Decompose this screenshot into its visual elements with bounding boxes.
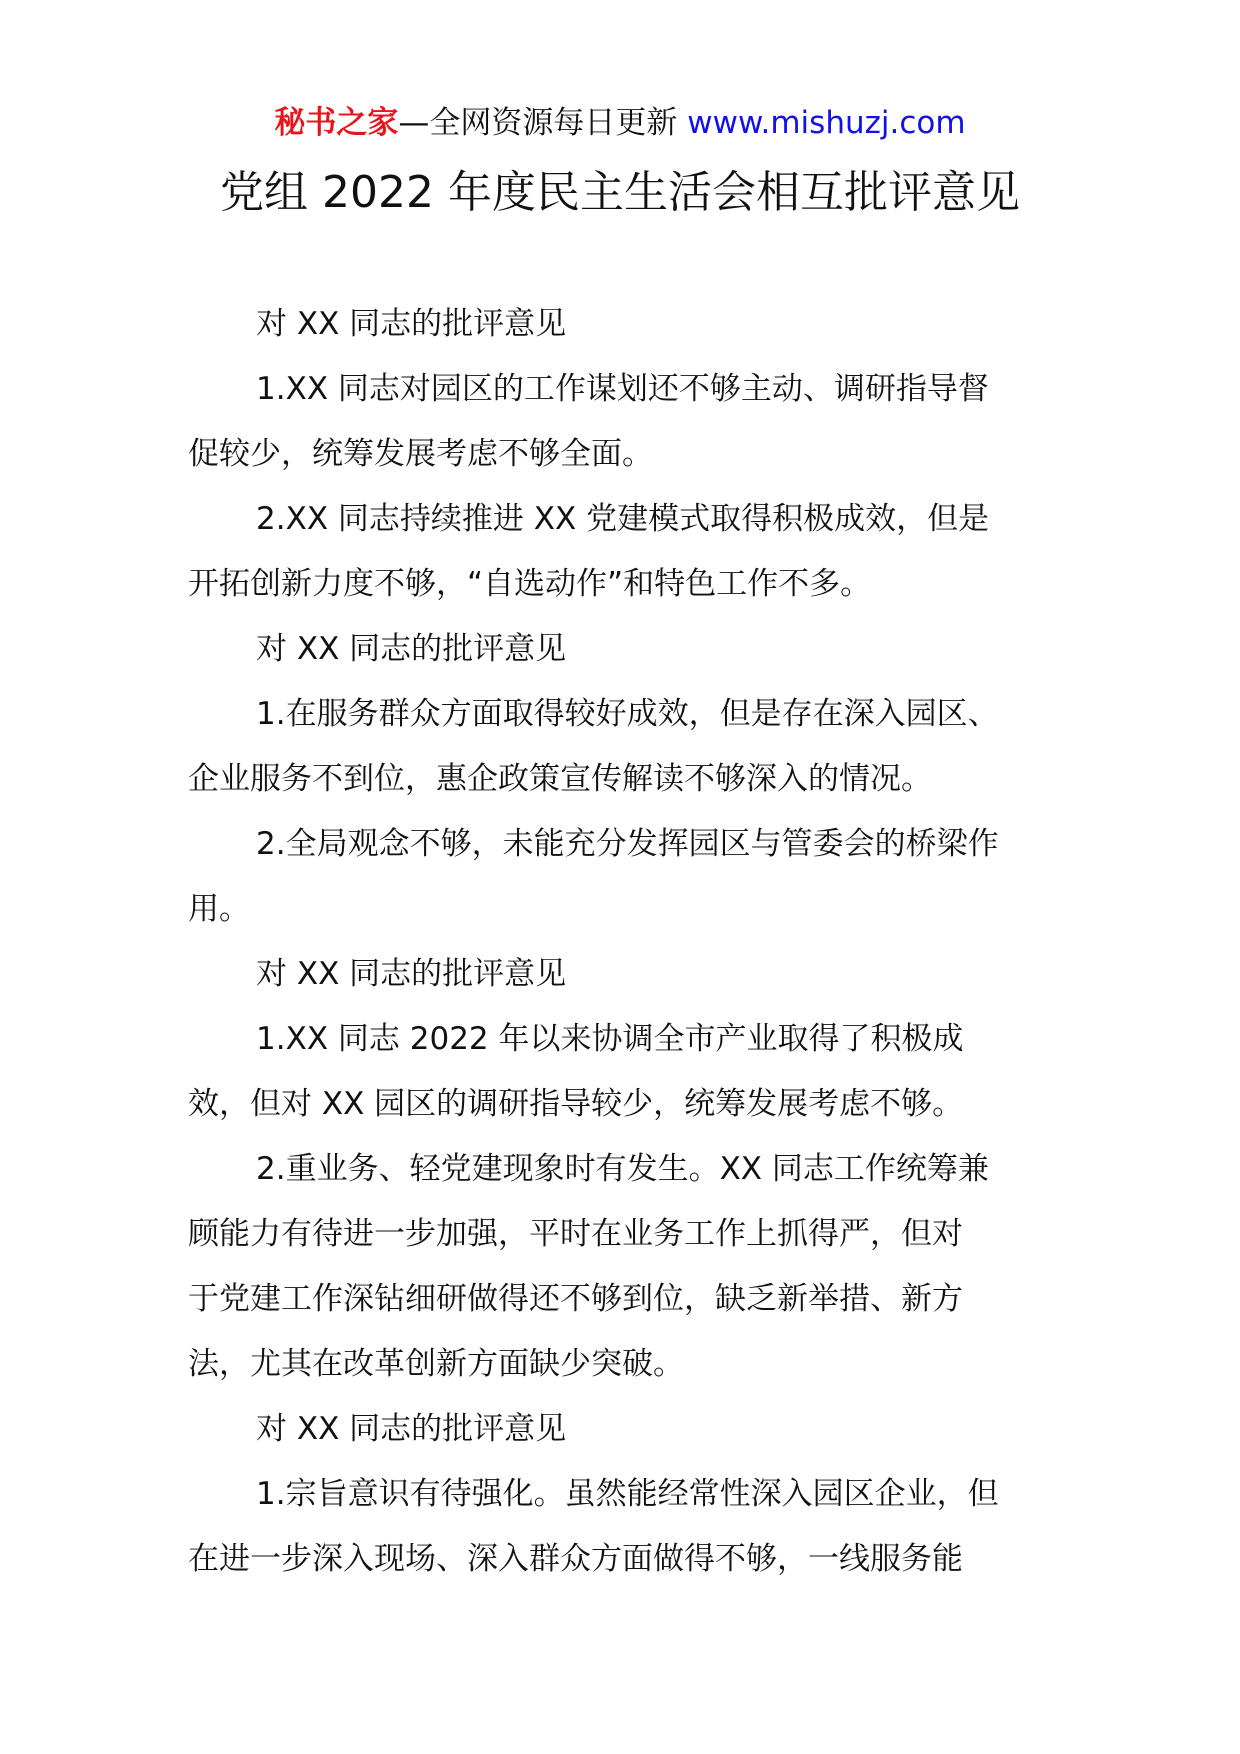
section-heading: 对 XX 同志的批评意见 xyxy=(256,631,567,667)
document-body xyxy=(188,292,1056,1592)
paragraph-line: 1.XX 同志 2022 年以来协调全市产业取得了积极成 xyxy=(256,1021,964,1057)
paragraph xyxy=(188,812,1056,942)
paragraph xyxy=(188,487,1056,617)
brand-tagline: —全网资源每日更新 xyxy=(398,105,678,141)
paragraph-line: 2.全局观念不够，未能充分发挥园区与管委会的桥梁作 xyxy=(256,826,999,862)
paragraph xyxy=(188,1462,1056,1592)
paragraph-line: 企业服务不到位，惠企政策宣传解读不够深入的情况。 xyxy=(188,761,932,797)
paragraph-line: 促较少，统筹发展考虑不够全面。 xyxy=(188,436,653,472)
watermark-header xyxy=(0,103,1240,143)
paragraph-line: 1.在服务群众方面取得较好成效，但是存在深入园区、 xyxy=(256,696,999,732)
section-heading: 对 XX 同志的批评意见 xyxy=(256,1411,567,1447)
brand-name: 秘书之家 xyxy=(274,105,399,141)
paragraph-line: 于党建工作深钻细研做得还不够到位，缺乏新举措、新方 xyxy=(188,1281,963,1317)
paragraph-line: 顾能力有待进一步加强，平时在业务工作上抓得严，但对 xyxy=(188,1216,963,1252)
paragraph-line: 效，但对 XX 园区的调研指导较少，统筹发展考虑不够。 xyxy=(188,1086,964,1122)
paragraph xyxy=(188,357,1056,487)
paragraph-line: 2.重业务、轻党建现象时有发生。XX 同志工作统筹兼 xyxy=(256,1151,989,1187)
paragraph xyxy=(188,1137,1056,1397)
paragraph-line: 1.宗旨意识有待强化。虽然能经常性深入园区企业，但 xyxy=(256,1476,999,1512)
paragraph xyxy=(188,1007,1056,1137)
paragraph-line: 在进一步深入现场、深入群众方面做得不够，一线服务能 xyxy=(188,1541,963,1577)
document-title: 党组 2022 年度民主生活会相互批评意见 xyxy=(220,167,1020,218)
section-heading: 对 XX 同志的批评意见 xyxy=(256,956,567,992)
paragraph-line: 1.XX 同志对园区的工作谋划还不够主动、调研指导督 xyxy=(256,371,989,407)
site-link[interactable]: www.mishuzj.com xyxy=(687,105,966,141)
paragraph-line: 开拓创新力度不够，“自选动作”和特色工作不多。 xyxy=(188,566,872,602)
paragraph-line: 2.XX 同志持续推进 XX 党建模式取得积极成效，但是 xyxy=(256,501,990,537)
paragraph-line: 法，尤其在改革创新方面缺少突破。 xyxy=(188,1346,684,1382)
paragraph-line: 用。 xyxy=(188,891,250,927)
section-heading: 对 XX 同志的批评意见 xyxy=(256,306,567,342)
paragraph xyxy=(188,682,1056,812)
